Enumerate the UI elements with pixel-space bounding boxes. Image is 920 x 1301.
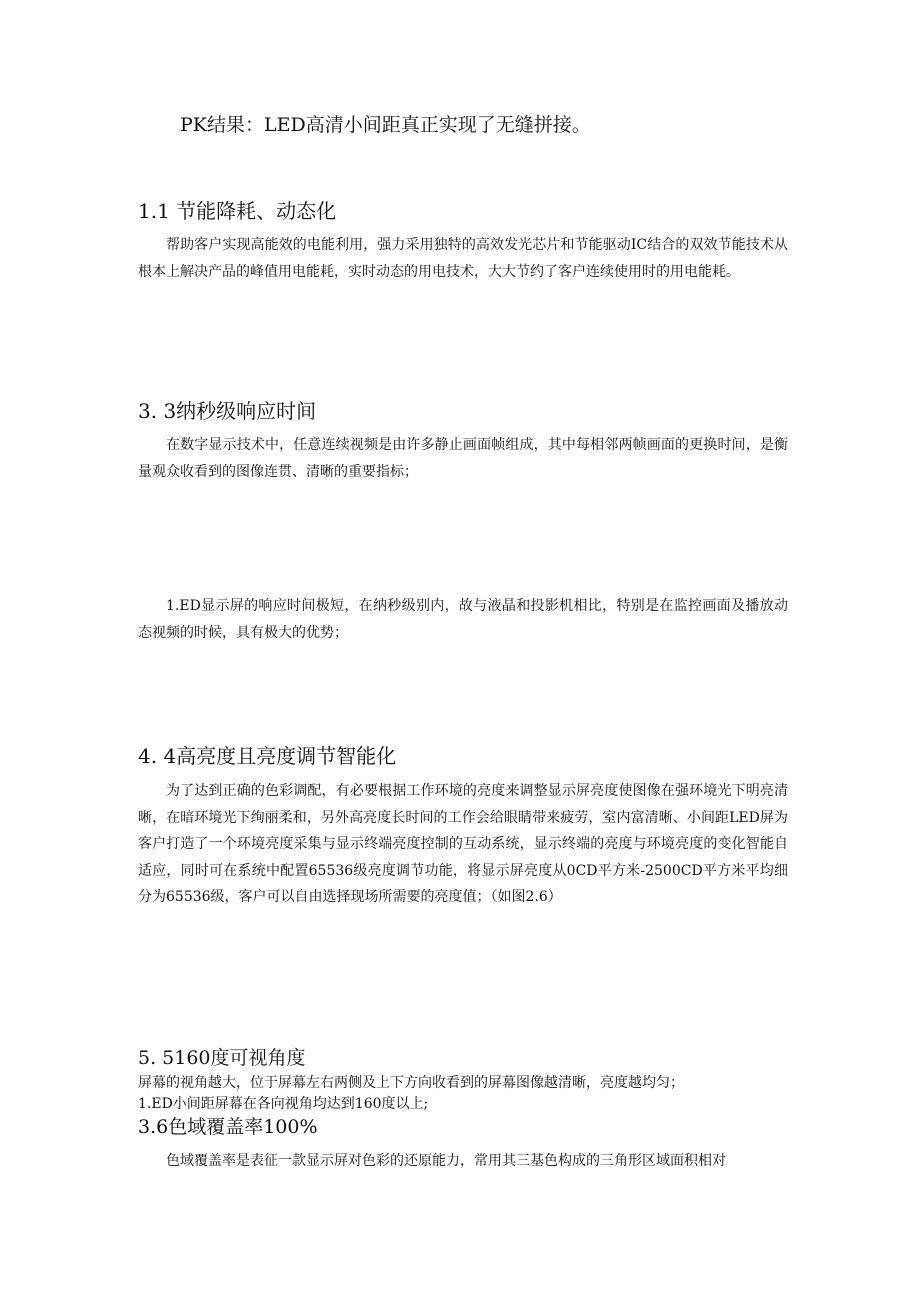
section-heading-3-3: 3. 3纳秒级响应时间	[138, 399, 317, 423]
pk-result-text: PK结果：LED高清小间距真正实现了无缝拼接。	[180, 114, 591, 136]
section-4-4-paragraph: 为了达到正确的色彩调配，有必要根据工作环境的亮度来调整显示屏亮度使图像在强环境光下明亮清晰，在暗环境光下绚丽柔和，另外高亮度长时间的工作会给眼睛带来疲劳，室内富清晰、小间距LED屏为客户打造了一个环境亮度采集与显示终端亮度控制的互动系统，显示终端的亮度与环境亮度的变化智能自适应，同时可在系统中配置65536级亮度调节功能，将显示屏亮度从0CD平方米-2500CD平方米平均细分为65536级，客户可以自由选择现场所需要的亮度值；（如图2.6）	[138, 783, 788, 905]
section-3-3-paragraph: 在数字显示技术中，任意连续视频是由许多静止画面帧组成，其中每相邻两帧画面的更换时间，是衡量观众收看到的图像连贯、清晰的重要指标；	[138, 437, 788, 480]
section-5-5-line-2: 1.ED小间距屏幕在各向视角均达到160度以上;	[138, 1096, 429, 1112]
section-heading-5-5: 5. 5160度可视角度	[138, 1047, 306, 1069]
section-3-6-paragraph: 色域覆盖率是表征一款显示屏对色彩的还原能力，常用其三基色构成的三角形区域面积相对	[166, 1153, 726, 1169]
section-heading-1-1: 1.1 节能降耗、动态化	[138, 199, 337, 223]
section-heading-4-4: 4. 4高亮度且亮度调节智能化	[138, 744, 397, 768]
section-5-5-line-1: 屏幕的视角越大，位于屏幕左右两侧及上下方向收看到的屏幕图像越清晰，亮度越均匀；	[138, 1075, 684, 1091]
section-heading-3-6: 3.6色域覆盖率100%	[138, 1116, 318, 1138]
section-3-3-paragraph-2: 1.ED显示屏的响应时间极短，在纳秒级别内，故与液晶和投影机相比，特别是在监控画面及播放动态视频的时候，具有极大的优势；	[138, 598, 788, 641]
section-1-1-paragraph: 帮助客户实现高能效的电能利用，强力采用独特的高效发光芯片和节能驱动IC结合的双效节能技术从根本上解决产品的峰值用电能耗，实时动态的用电技术，大大节约了客户连续使用时的用电能耗。	[138, 237, 788, 280]
